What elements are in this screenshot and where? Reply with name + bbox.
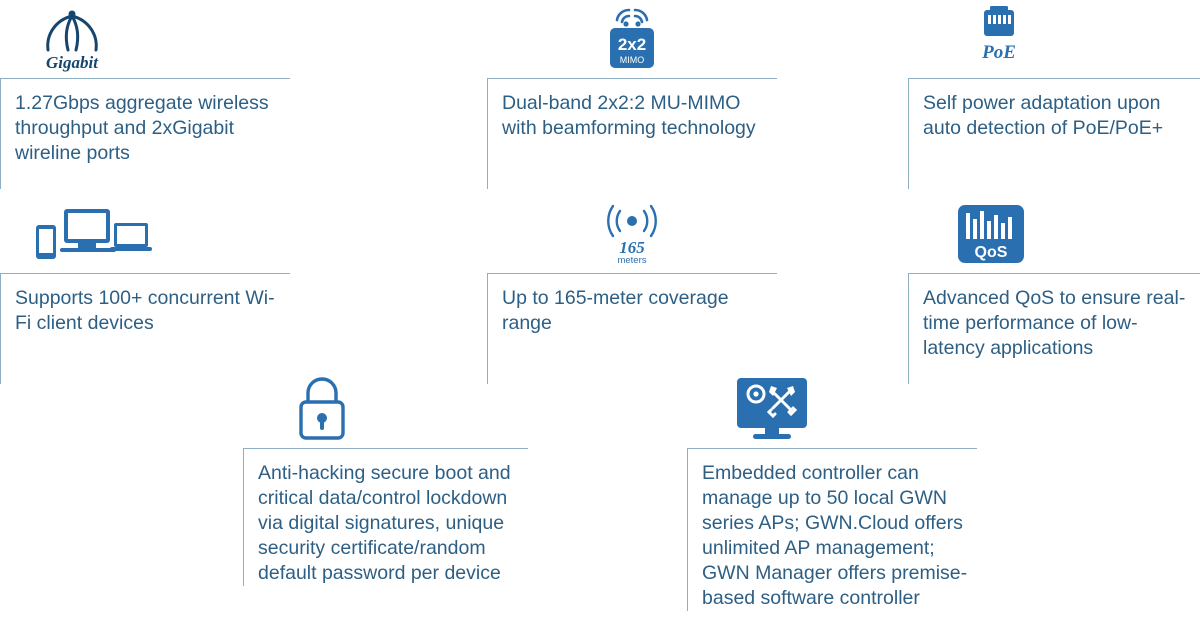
coverage-range-icon	[592, 201, 672, 267]
feature-text: Up to 165-meter coverage range	[487, 274, 777, 384]
feature-text: Self power adaptation upon auto detection of PoE/PoE+	[908, 79, 1200, 189]
svg-text:PoE: PoE	[982, 42, 1016, 63]
multi-devices-icon-wrap	[0, 195, 290, 267]
svg-text:QoS: QoS	[974, 244, 1008, 261]
monitor-tools-icon-wrap	[687, 370, 977, 442]
feature-text: 1.27Gbps aggregate wireless throughput and 2xGigabit wireline ports	[0, 79, 290, 189]
feature-text: Embedded controller can manage up to 50 local GWN series APs; GWN.Cloud offers unlimited AP management; GWN Manager offers premise-based software controller	[687, 449, 977, 611]
coverage-range-icon-wrap	[487, 195, 777, 267]
svg-text:Gigabit: Gigabit	[46, 53, 98, 72]
feature-item-qos	[908, 195, 1200, 384]
feature-item-poe	[908, 0, 1200, 189]
gigabit-antenna-icon	[26, 6, 118, 72]
mimo-2x2-icon	[593, 6, 671, 72]
feature-text: Advanced QoS to ensure real-time performance of low-latency applications	[908, 274, 1200, 384]
mimo-2x2-icon-wrap	[487, 0, 777, 72]
feature-item-coverage	[487, 195, 777, 384]
svg-text:MIMO: MIMO	[619, 55, 645, 65]
svg-text:165: 165	[619, 238, 645, 257]
padlock-icon-wrap	[243, 370, 528, 442]
gigabit-antenna-icon-wrap	[0, 0, 290, 72]
padlock-icon	[291, 374, 353, 442]
svg-text:meters: meters	[617, 255, 647, 266]
multi-devices-icon	[26, 201, 156, 267]
feature-item-controller	[687, 370, 977, 611]
poe-port-icon	[966, 6, 1032, 72]
feature-text: Dual-band 2x2:2 MU-MIMO with beamforming technology	[487, 79, 777, 189]
feature-text: Supports 100+ concurrent Wi-Fi client devices	[0, 274, 290, 384]
qos-icon	[950, 201, 1032, 267]
poe-port-icon-wrap	[908, 0, 1200, 72]
monitor-tools-icon	[729, 374, 815, 442]
feature-item-gigabit	[0, 0, 290, 189]
feature-text: Anti-hacking secure boot and critical data/control lockdown via digital signatures, unique security certificate/random default password per device	[243, 449, 528, 586]
qos-icon-wrap	[908, 195, 1200, 267]
feature-item-mimo	[487, 0, 777, 189]
feature-item-security	[243, 370, 528, 586]
svg-text:2x2: 2x2	[617, 35, 647, 54]
feature-item-devices	[0, 195, 290, 384]
